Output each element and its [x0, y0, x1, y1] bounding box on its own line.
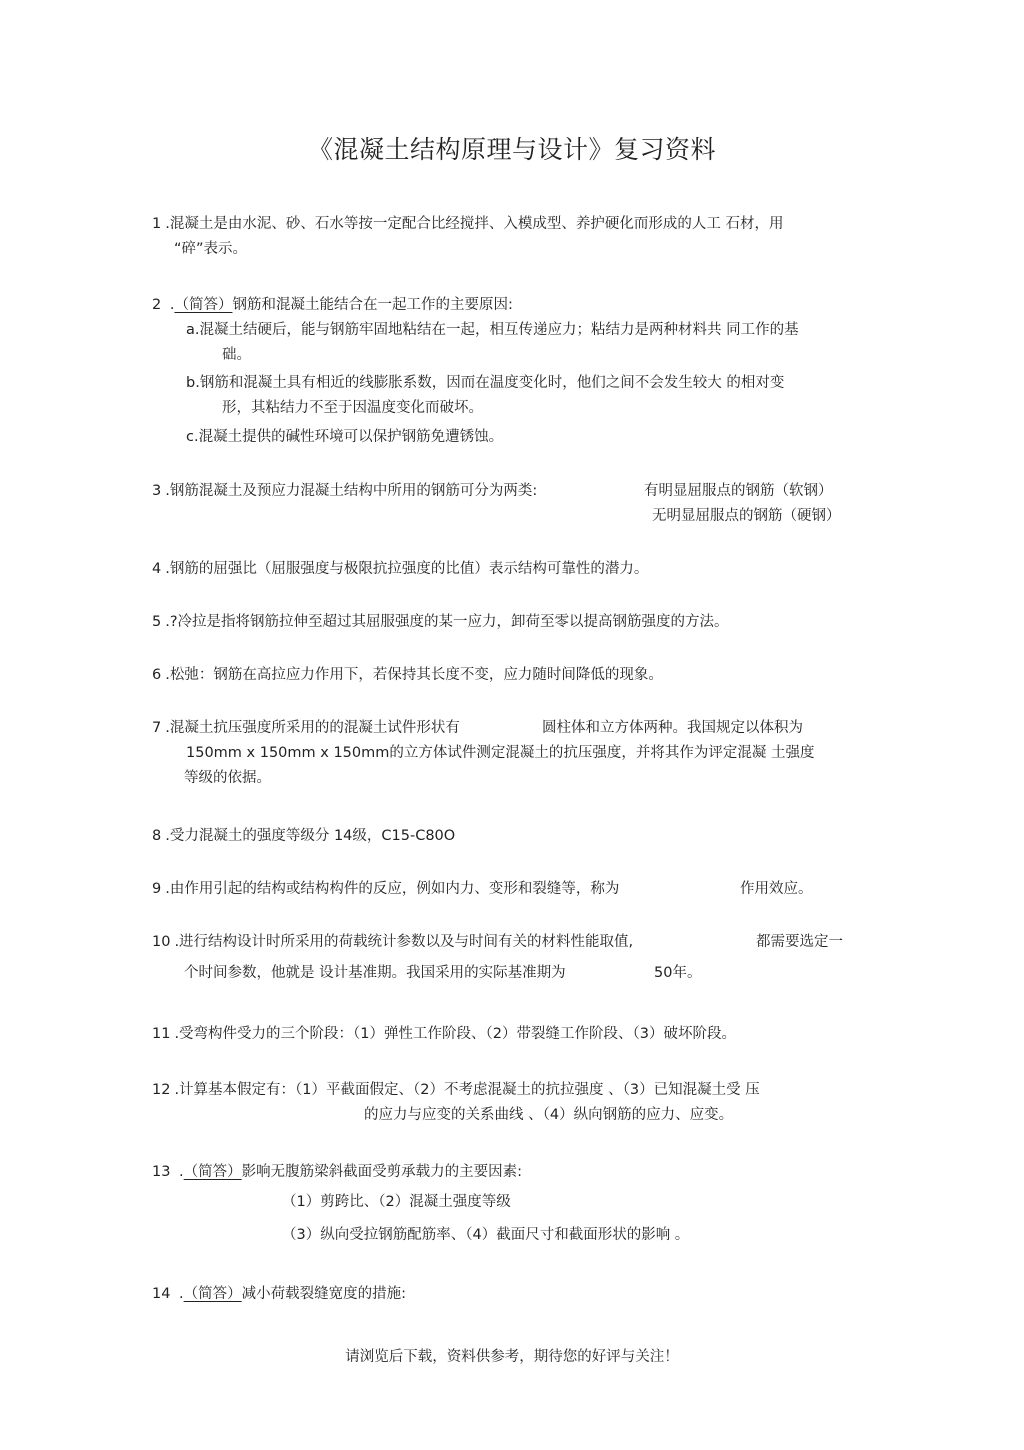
short-answer-tag: （简答）: [174, 297, 233, 313]
item-8: [152, 824, 455, 845]
item-14: 14 .（简答）减小荷载裂缝宽度的措施:: [152, 1286, 407, 1302]
item-text: 影响无腹筋梁斜截面受剪承载力的主要因素:: [241, 1164, 523, 1180]
short-answer-tag: （简答）: [183, 1164, 242, 1180]
item-12-line-1: [152, 1078, 760, 1099]
item-5: [152, 610, 729, 631]
item-number: 9: [152, 881, 162, 897]
page-title: 《混凝土结构原理与设计》复习资料: [307, 135, 716, 164]
item-text: .受弯构件受力的三个阶段：（1）弹性工作阶段、（2）带裂缝工作阶段、（3）破坏阶段。: [174, 1026, 736, 1042]
item-number: 7: [152, 720, 162, 736]
item-10-line-1: [152, 930, 633, 951]
item-text: .松弛：钢筋在高拉应力作用下，若保持其长度不变，应力随时间降低的现象。: [165, 667, 663, 683]
item-text: .钢筋的屈强比（屈服强度与极限抗拉强度的比值）表示结构可靠性的潜力。: [165, 561, 649, 577]
item-7-line-1: [152, 716, 460, 737]
item-3-type-2: 无明显屈服点的钢筋（硬钢）: [652, 508, 841, 524]
item-2-sub-a-line-1: a.混凝土结硬后，能与钢筋牢固地粘结在一起，相互传递应力；粘结力是两种材料共 同工作的基: [186, 322, 799, 338]
item-text: .受力混凝土的强度等级分 14级，C15-C80O: [165, 828, 456, 844]
item-2-sub-a-line-2: 础。: [222, 347, 251, 363]
item-7-line-1-b: 圆柱体和立方体两种。我国规定以体积为: [542, 720, 803, 736]
item-number: 12: [152, 1082, 171, 1098]
item-text: .?冷拉是指将钢筋拉伸至超过其屈服强度的某一应力，卸荷至零以提高钢筋强度的方法。: [165, 614, 729, 630]
item-number: 3: [152, 483, 162, 499]
item-7-line-2: 150mm x 150mm x 150mm的立方体试件测定混凝土的抗压强度，并将其作为评定混凝 土强度: [186, 745, 815, 761]
item-text: .钢筋混凝土及预应力混凝土结构中所用的钢筋可分为两类:: [165, 483, 538, 499]
item-2-sub-b-line-1: b.钢筋和混凝土具有相近的线膨胀系数，因而在温度变化时，他们之间不会发生较大 的相对变: [186, 375, 785, 391]
item-number: 4: [152, 561, 162, 577]
item-13-line-2: （1）剪跨比、（2）混凝土强度等级: [282, 1194, 511, 1210]
item-number: 14: [152, 1286, 171, 1302]
item-text: .进行结构设计时所采用的荷载统计参数以及与时间有关的材料性能取值,: [174, 934, 634, 950]
item-11: [152, 1022, 736, 1043]
item-2-line-1: 2 .（简答）钢筋和混凝土能结合在一起工作的主要原因:: [152, 297, 513, 313]
short-answer-tag: （简答）: [183, 1286, 242, 1302]
item-text: .混凝土抗压强度所采用的的混凝土试件形状有: [165, 720, 460, 736]
item-4: [152, 557, 648, 578]
page-footer: 请浏览后下载，资料供参考，期待您的好评与关注！: [345, 1349, 679, 1365]
item-10-line-2: 个时间参数，他就是 设计基准期。我国采用的实际基准期为: [184, 965, 566, 981]
item-2-sub-b-line-2: 形，其粘结力不至于因温度变化而破坏。: [222, 400, 483, 416]
item-number: 5: [152, 614, 162, 630]
item-number: 11: [152, 1026, 171, 1042]
item-number: 10: [152, 934, 171, 950]
item-7-line-3: 等级的依据。: [184, 770, 271, 786]
item-12-line-2: 的应力与应变的关系曲线 、（4）纵向钢筋的应力、应变。: [364, 1107, 734, 1123]
item-number: 8: [152, 828, 162, 844]
item-number: 1: [152, 216, 162, 232]
item-number: 2: [152, 297, 162, 313]
item-6: [152, 663, 663, 684]
item-text: .由作用引起的结构或结构构件的反应，例如内力、变形和裂缝等，称为: [165, 881, 620, 897]
item-3-type-1: 有明显屈服点的钢筋（软钢）: [644, 483, 833, 499]
item-13-line-3: （3）纵向受拉钢筋配筋率、（4）截面尺寸和截面形状的影响 。: [282, 1227, 690, 1243]
item-2-sub-c: c.混凝土提供的碱性环境可以保护钢筋免遭锈蚀。: [186, 429, 504, 445]
item-10-line-1-b: 都需要选定一: [756, 934, 843, 950]
item-10-line-2-b: 50年。: [654, 965, 702, 981]
item-1-line-1: [152, 212, 783, 233]
item-text: .计算基本假定有：（1）平截面假定、（2）不考虑混凝土的抗拉强度 、（3）已知混凝土受 压: [174, 1082, 760, 1098]
item-1-line-2: “碎”表示。: [174, 241, 248, 257]
item-3-line-1: [152, 479, 537, 500]
item-text: .混凝土是由水泥、砂、石水等按一定配合比经搅拌、入模成型、养护硬化而形成的人工 石材，用: [165, 216, 784, 232]
item-9: [152, 877, 619, 898]
item-text: 钢筋和混凝土能结合在一起工作的主要原因:: [232, 297, 513, 313]
item-9-b: 作用效应。: [740, 881, 813, 897]
item-13-line-1: 13 .（简答）影响无腹筋梁斜截面受剪承载力的主要因素:: [152, 1164, 523, 1180]
item-text: 减小荷载裂缝宽度的措施:: [241, 1286, 407, 1302]
item-number: 6: [152, 667, 162, 683]
item-number: 13: [152, 1164, 171, 1180]
